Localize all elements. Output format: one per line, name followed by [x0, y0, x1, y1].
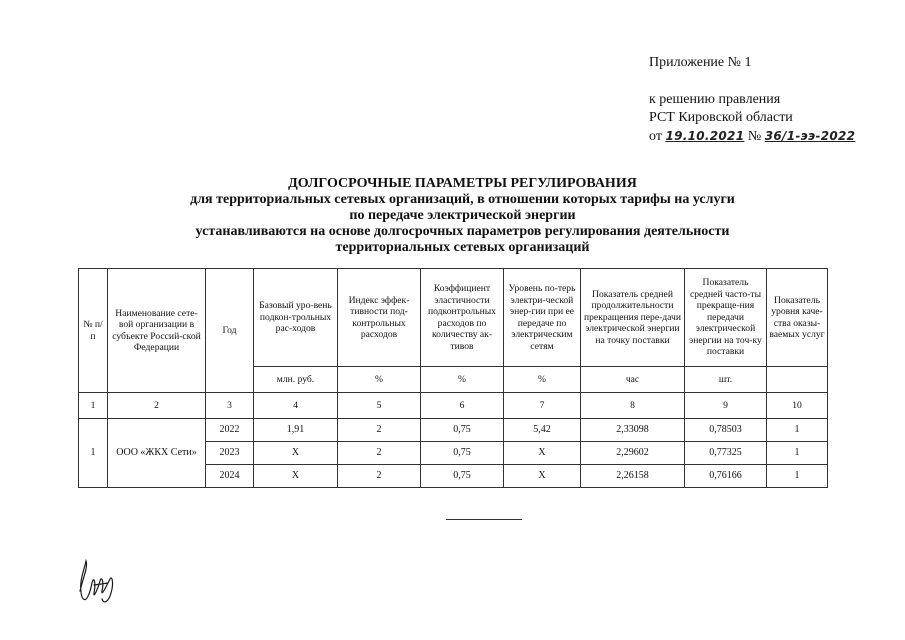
title-main: ДОЛГОСРОЧНЫЕ ПАРАМЕТРЫ РЕГУЛИРОВАНИЯ [288, 176, 637, 191]
quality-cell: 1 [767, 442, 828, 465]
loss-cell: 5,42 [504, 419, 581, 442]
base-cell: 1,91 [254, 419, 338, 442]
appendix-label: Приложение № 1 [649, 55, 752, 70]
unit-cell: % [421, 367, 504, 393]
header-efficiency-index: Индекс эффек-тивности под-контрольных расходов [338, 269, 421, 367]
frequency-cell: 0,77325 [685, 442, 767, 465]
title-line-5: территориальных сетевых организаций [335, 240, 590, 255]
header-loss-level: Уровень по-терь электри-ческой энер-гии при ее передаче по электрическим сетям [504, 269, 581, 367]
duration-cell: 2,29602 [581, 442, 685, 465]
column-number: 3 [206, 393, 254, 419]
header-org-name: Наименование сете-вой организации в субъекте Россий-ской Федерации [108, 269, 206, 393]
header-number: № п/п [79, 269, 108, 393]
year-cell: 2024 [206, 465, 254, 488]
column-number: 8 [581, 393, 685, 419]
column-number: 5 [338, 393, 421, 419]
document-title [0, 176, 905, 256]
header-year: Год [206, 269, 254, 393]
column-number: 9 [685, 393, 767, 419]
header-frequency: Показатель средней часто-ты прекраще-ния передачи электрической энергии на точ-ку поставки [685, 269, 767, 367]
quality-cell: 1 [767, 465, 828, 488]
duration-cell: 2,33098 [581, 419, 685, 442]
signature-mark [74, 553, 124, 608]
column-number: 4 [254, 393, 338, 419]
elasticity-cell: 0,75 [421, 465, 504, 488]
unit-cell: % [338, 367, 421, 393]
unit-cell: млн. руб. [254, 367, 338, 393]
title-line-3: по передаче электрической энергии [349, 208, 576, 223]
parameters-table [78, 268, 828, 488]
efficiency-cell: 2 [338, 419, 421, 442]
efficiency-cell: 2 [338, 442, 421, 465]
quality-cell: 1 [767, 419, 828, 442]
base-cell: Х [254, 442, 338, 465]
header-base-level: Базовый уро-вень подкон-трольных рас-ходов [254, 269, 338, 367]
org-number: 1 [79, 419, 108, 488]
efficiency-cell: 2 [338, 465, 421, 488]
column-number: 6 [421, 393, 504, 419]
decision-line-2: РСТ Кировской области [649, 110, 793, 125]
header-quality: Показатель уровня каче-ства оказы-ваемых услуг [767, 269, 828, 367]
base-cell: Х [254, 465, 338, 488]
frequency-cell: 0,78503 [685, 419, 767, 442]
unit-cell [767, 367, 828, 393]
divider-line [446, 519, 522, 520]
table-row [79, 419, 828, 442]
decision-date: 19.10.2021 [665, 129, 745, 143]
date-prefix: от [649, 129, 662, 144]
decision-date-line [649, 127, 855, 146]
decision-line-1: к решению правления [649, 92, 781, 107]
unit-cell: час [581, 367, 685, 393]
number-prefix: № [747, 129, 762, 144]
elasticity-cell: 0,75 [421, 442, 504, 465]
decision-number: 36/1-ээ-2022 [764, 129, 856, 143]
column-number: 2 [108, 393, 206, 419]
unit-cell: шт. [685, 367, 767, 393]
org-name: ООО «ЖКХ Сети» [108, 419, 206, 488]
title-line-4: устанавливаются на основе долгосрочных параметров регулирования деятельности [195, 224, 730, 239]
duration-cell: 2,26158 [581, 465, 685, 488]
unit-cell: % [504, 367, 581, 393]
frequency-cell: 0,76166 [685, 465, 767, 488]
column-number: 7 [504, 393, 581, 419]
header-elasticity: Коэффициент эластичности подконтрольных расходов по количеству ак-тивов [421, 269, 504, 367]
decision-reference [649, 91, 855, 146]
year-cell: 2022 [206, 419, 254, 442]
title-line-2: для территориальных сетевых организаций, в отношении которых тарифы на услуги [190, 192, 735, 207]
loss-cell: Х [504, 465, 581, 488]
elasticity-cell: 0,75 [421, 419, 504, 442]
year-cell: 2023 [206, 442, 254, 465]
header-duration: Показатель средней продолжительности прекращения пере-дачи электрической энергии на точку поставки [581, 269, 685, 367]
loss-cell: Х [504, 442, 581, 465]
column-number-row [79, 393, 828, 419]
column-number: 10 [767, 393, 828, 419]
table-header-row [79, 269, 828, 367]
column-number: 1 [79, 393, 108, 419]
